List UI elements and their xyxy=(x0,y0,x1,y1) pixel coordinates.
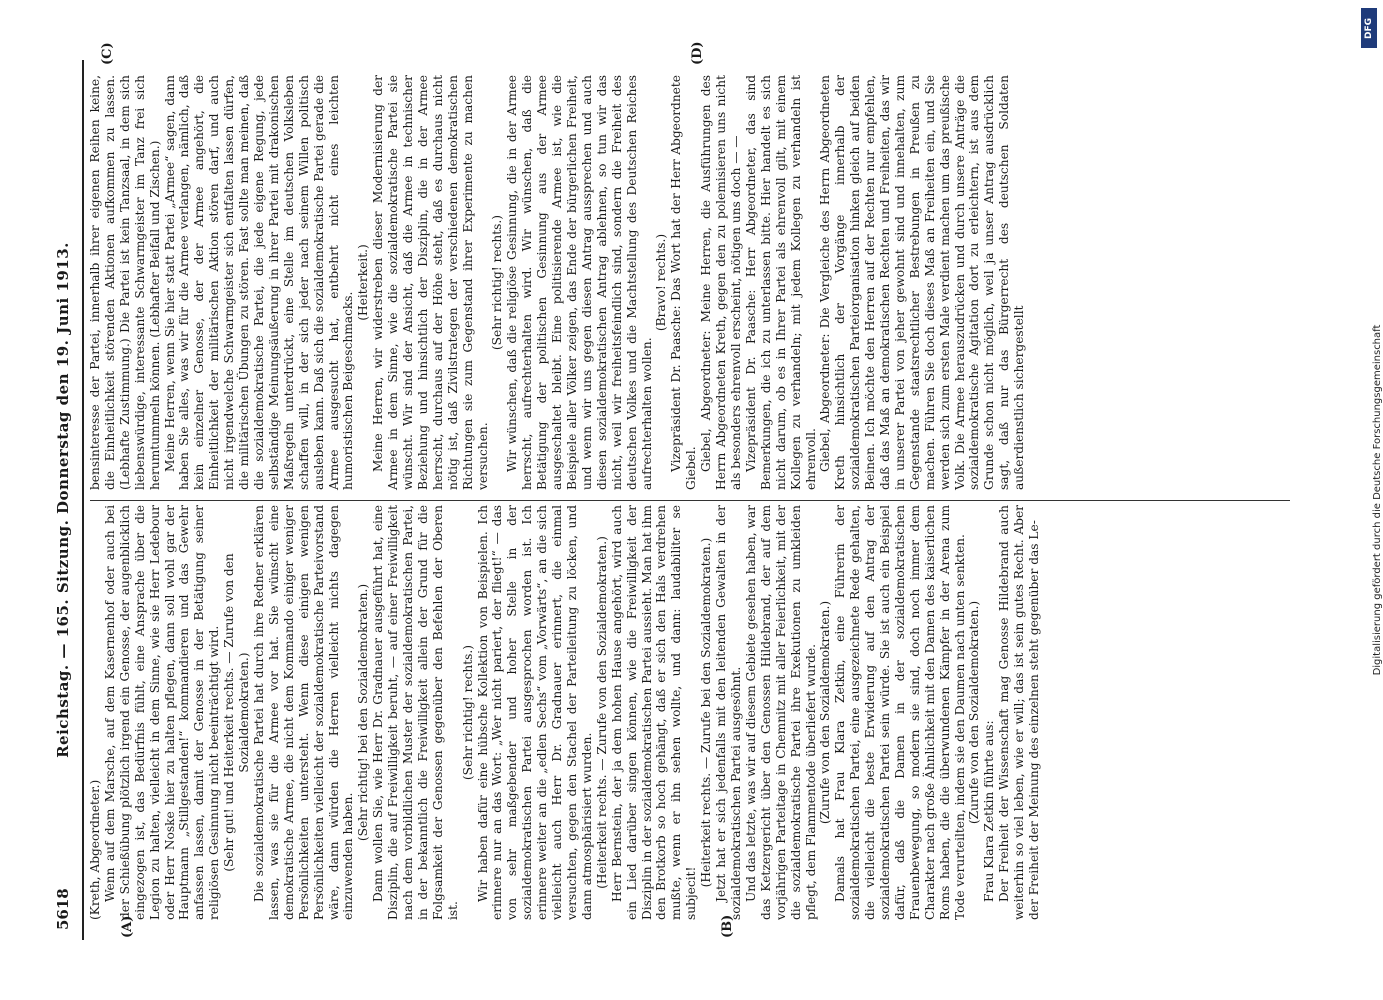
speaker-paragraph: Vizepräsident Dr. Paasche: Das Wort hat der Herr Abgeordnete Giebel. xyxy=(669,75,699,490)
interjection: (Heiterkeit rechts. — Zurufe bei den Sozialdemokraten.) xyxy=(699,537,714,888)
left-column xyxy=(88,505,1042,920)
interjection: (Sehr gut! und Heiterkeit rechts. — Zurufe von den Sozialdemokraten.) xyxy=(222,553,252,872)
interjection: (Sehr richtig! rechts.) xyxy=(490,214,505,351)
paragraph: Meine Herren, wir widerstreben dieser Modernisierung der Armee in dem Sinne, wie die sozialdemokratische Partei sie wünscht. Wir sind der Ansicht, daß die Armee in technischer Beziehung und hinsichtlich der Disziplin, die in der Armee herrscht, durchaus auf der Höhe steht, daß es durchaus nicht nötig ist, daß Zivilstrategen der verschiedenen demokratischen Richtungen sie zum Gegenstand ihrer Experimente zu machen versuchen. xyxy=(371,75,490,490)
page-number: 5618 xyxy=(54,888,72,930)
speaker-paragraph: Giebel, Abgeordneter: Meine Herren, die Ausführungen des Herrn Abgeordneten Kreth, gegen den zu polemisieren uns nicht als besonders ehrenvoll erscheint, nötigen uns doch — — xyxy=(699,75,743,490)
interjection: (Bravo! rechts.) xyxy=(654,233,669,332)
speaker-paragraph: Vizepräsident Dr. Paasche: Herr Abgeordneter, das sind Bemerkungen, die ich zu unterlassen bitte. Hier handelt es sich nicht darum, ob es in Ihrer Partei als ehrenvoll gilt, mit einem Kollegen zu verhandeln; mit jedem Kollegen zu verhandeln ist ehrenvoll. xyxy=(743,75,818,490)
interjection: (Zurufe von den Sozialdemokraten.) xyxy=(818,600,833,825)
running-title: Reichstag. — 165. Sitzung. Donnerstag den 19. Juni 1913. xyxy=(54,242,72,758)
interjection: (Heiterkeit.) xyxy=(356,244,371,321)
paragraph: Frau Klara Zetkin führte aus: xyxy=(982,720,997,902)
paragraph: bensinteresse der Partei, innerhalb ihrer eigenen Reihen keine, die Einheitlichkeit störenden Aktionen aufkommen zu lassen. (Lebhafte Zustimmung.) Die Partei ist kein Tanzsaal, in dem sich liebenswürdige, interessante Schwarmgeister im Tanz frei sich herumtummeln können. (Lebhafter Beifall und Zischen.) xyxy=(88,75,162,490)
paragraph: Jetzt hat er sich jedenfalls mit den leitenden Gewalten in der sozialdemokratischen Partei ausgesöhnt. xyxy=(714,505,743,920)
interjection: (Zurufe von den Sozialdemokraten.) xyxy=(967,600,982,825)
interjection: (Heiterkeit rechts. — Zurufe von den Sozialdemokraten.) xyxy=(594,536,609,889)
digitization-credit xyxy=(1353,0,1383,1000)
page-header xyxy=(54,0,78,1000)
paragraph: Meine Herren, wenn Sie hier statt Partei „Armee“ sagen, dann haben Sie alles, was wir für die Armee verlangen, nämlich, daß kein einzelner Genosse, der der Armee angehört, die Einheitlichkeit der militärischen Aktion stören darf, und auch nicht irgendwelche Schwarmgeister sich entfalten lassen dürfen, die militärischen Übungen zu stören. Fast sollte man meinen, daß die sozialdemokratische Partei, die jede eigene Regung, jede selbständige Meinungsäußerung in ihrer Partei mit drakonischen Maßregeln unterdrückt, eine Stelle im deutschen Volksleben schaffen will, in der sich jeder nach seinem Willen politisch ausleben kann. Daß sich die sozialdemokratische Partei gerade die Armee ausgesucht hat, entbehrt nicht eines leichten humoristischen Beigeschmacks. xyxy=(162,75,356,490)
interjection: (Sehr richtig! rechts.) xyxy=(460,644,475,781)
margin-marker-a: (A) xyxy=(120,915,135,938)
credit-text: Digitalisierung gefördert durch die Deutsche Forschungsgemeinschaft xyxy=(1372,324,1383,676)
paragraph: Wenn auf dem Marsche, auf dem Kasernenhof oder auch bei der Schießübung plötzlich irgend ein Genosse, der augenblicklich eingezogen ist, das Bedürfnis fühlt, eine Ansprache über die Legion zu halten, vielleicht in dem Sinne, wie sie Herr Ledebour oder Herr Noske hier zu halten pflegen, dann soll wohl gar der Hauptmann „Stillgestanden!“ kommandieren und das Gewehr anfassen lassen, damit der Genosse in der Betätigung seiner religiösen Gesinnung nicht beeinträchtigt wird. xyxy=(102,505,222,920)
header-rule xyxy=(82,60,84,940)
column-divider xyxy=(90,500,1290,501)
paragraph: Die sozialdemokratische Partei hat durch ihre Redner erklären lassen, was sie für die Armee vor hat. Sie wünscht eine demokratische Armee, die nicht dem Kommando einiger weniger Persönlichkeiten untersteht. Wenn diese einigen wenigen Persönlichkeiten vielleicht der sozialdemokratische Parteivorstand wäre, dann würden die Herren vielleicht nichts dagegen einzuwenden haben. xyxy=(251,505,356,920)
paragraph: Wir wünschen, daß die religiöse Gesinnung, die in der Armee herrscht, aufrechterhalten wird. Wir wünschen, daß die Betätigung der politischen Gesinnung aus der Armee ausgeschaltet bleibt. Eine politisierende Armee ist, wie die Beispiele aller Völker zeigen, das Ende der bürgerlichen Freiheit, und wenn wir uns gegen diesen Antrag aussprechen und auch diesen sozialdemokratischen Antrag ablehnen, so tun wir das nicht, weil wir freiheitsfeindlich sind, sondern die Freiheit des deutschen Volkes und die Machtstellung des Deutschen Reiches aufrechterhalten wollen. xyxy=(505,75,654,490)
right-column xyxy=(88,75,1027,490)
paragraph: Damals hat Frau Klara Zetkin, eine Führerin der sozialdemokratischen Partei, eine ausgezeichnete Rede gehalten, die vielleicht die beste Erwiderung auf den Antrag der sozialdemokratischen Partei sein würde. Sie ist auch ein Beispiel dafür, daß die Damen in der sozialdemokratischen Frauenbewegung, so modern sie sind, doch noch immer dem Charakter nach große Ähnlichkeit mit den Damen des kaiserlichen Roms haben, die die überwundenen Kämpfer in der Arena zum Tode verurteilten, indem sie den Daumen nach unten senkten. xyxy=(833,505,967,920)
margin-marker-c: (C) xyxy=(100,42,115,65)
interjection: (Sehr richtig! bei den Sozialdemokraten.) xyxy=(356,583,371,842)
speaker-paragraph: Giebel, Abgeordneter: Die Vergleiche des Herrn Abgeordneten Kreth hinsichtlich der Vorgänge innerhalb der sozialdemokratischen Parteiorganisation hinken gleich auf beiden Beinen. Ich möchte den Herren auf der Rechten nur empfehlen, daß das Maß an demokratischen Rechten und Freiheiten, das wir in unserer Partei von jeher gewohnt sind und innehalten, zum Gegenstande staatsrechtlicher Bestrebungen in Preußen zu machen. Führen Sie doch dieses Maß an Freiheiten ein, und Sie werden sich zum ersten Male verdient machen um das preußische Volk. Die Armee herauszudrücken und durch unsere Anträge die sozialdemokratische Agitation dort zu erleichtern, ist aus dem Grunde schon nicht möglich, weil ja unser Antrag ausdrücklich sagt, daß nur das Bürgerrecht des deutschen Soldaten außerdienstlich sichergestellt xyxy=(818,75,1027,490)
speaker-line: (Kreth, Abgeordneter.) xyxy=(88,779,102,920)
margin-marker-b: (B) xyxy=(720,914,735,938)
paragraph: Herr Bernstein, der ja dem hohen Hause angehört, wird auch ein Lied darüber singen können, wie die Freiwilligkeit der Disziplin in der sozialdemokratischen Partei aussieht. Man hat ihm den Brotkorb so hoch gehängt, daß er sich den Hals verdrehen mußte, wenn er ihn sehen wollte, und dann: laudabiliter se subjecit! xyxy=(609,505,699,920)
paragraph: Und das letzte, was wir auf diesem Gebiete gesehen haben, war das Ketzergericht über den Genossen Hildebrand, der auf dem vorjährigen Parteitage in Chemnitz mit aller Feierlichkeit, mit der die sozialdemokratische Partei ihre Exekutionen zu umkleiden pflegt, dem Flammentode überliefert wurde. xyxy=(743,505,818,920)
paragraph: Dann wollen Sie, wie Herr Dr. Gradnauer ausgeführt hat, eine Disziplin, die auf Freiwilligkeit beruht, — auf einer Freiwilligkeit nach dem vorbildlichen Muster der sozialdemokratischen Partei, in der bekanntlich die Freiwilligkeit allein der Grund für die Folgsamkeit der Genossen gegenüber den Befehlen der Oberen ist. xyxy=(371,505,460,920)
dfg-logo: DFG xyxy=(1361,8,1377,48)
margin-marker-d: (D) xyxy=(690,41,705,65)
paragraph: Wir haben dafür eine hübsche Kollektion von Beispielen. Ich erinnere nur an das Wort: „Wer nicht pariert, der fliegt!“ — das von sehr maßgebender und hoher Stelle in der sozialdemokratischen Partei ausgesprochen worden ist. Ich erinnere weiter an die „edlen Sechs“ vom „Vorwärts“, an die sich vielleicht auch Herr Dr. Gradnauer erinnert, die einmal versuchten, gegen den Stachel der Parteileitung zu löcken, und dann atmosphärisiert wurden. xyxy=(475,505,594,920)
quotation: Der Freiheit der Wissenschaft mag Genosse Hildebrand auch weiterhin so viel leben, wie er will; das ist sein gutes Recht. Aber der Freiheit der Meinung des einzelnen steht gegenüber das Le- xyxy=(997,505,1042,920)
